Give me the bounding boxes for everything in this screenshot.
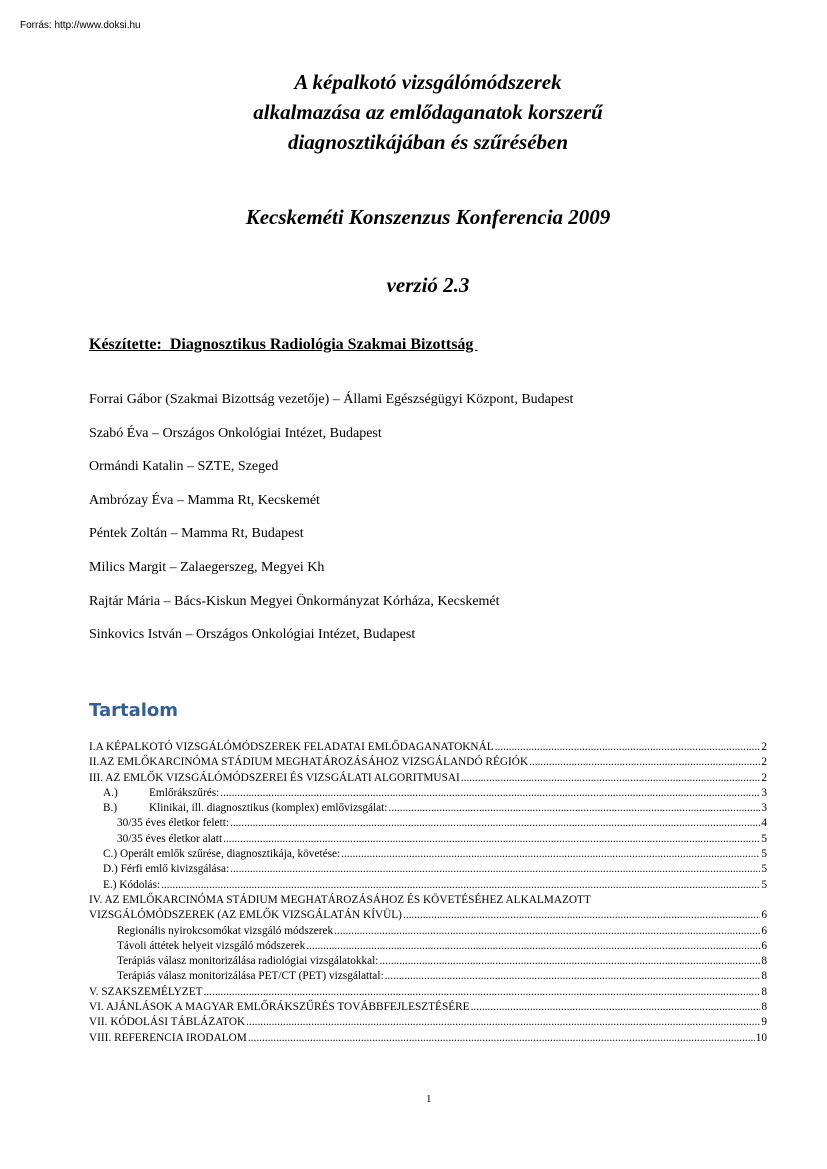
- toc-entry-text: Terápiás válasz monitorizálása PET/CT (PET) vizsgálattal:: [117, 970, 384, 983]
- toc-entry-page: 6: [761, 924, 767, 937]
- author-item: Ambrózay Éva – Mamma Rt, Kecskemét: [89, 492, 320, 508]
- author-item: Ormándi Katalin – SZTE, Szeged: [89, 459, 279, 475]
- toc-entry-page: 5: [761, 863, 767, 876]
- toc-entry-page: 8: [761, 955, 767, 968]
- version-label: verzió 2.3: [386, 273, 470, 297]
- authored-by: Készítette: Diagnosztikus Radiológia Szakmai Bizottság: [89, 336, 478, 353]
- toc-entry[interactable]: [89, 1000, 767, 1015]
- toc-entry[interactable]: [89, 771, 767, 786]
- toc-entry[interactable]: [89, 1031, 767, 1046]
- toc-entry-page: 2: [761, 741, 767, 753]
- toc-entry[interactable]: [89, 755, 767, 770]
- toc-entry-text: VI. AJÁNLÁSOK A MAGYAR EMLŐRÁKSZŰRÉS TOVÁBBFEJLESZTÉSÉRE: [89, 1001, 470, 1014]
- toc-entry-text-line1: IV. AZ EMLŐKARCINÓMA STÁDIUM MEGHATÁROZÁSÁHOZ ÉS KÖVETÉSÉHEZ ALKALMAZOTT: [89, 893, 591, 906]
- toc-entry-page: 3: [761, 802, 767, 815]
- toc-entry-text: E.) Kódolás:: [103, 878, 161, 891]
- toc-entry-page: 5: [761, 832, 767, 845]
- toc-entry-page: 3: [761, 786, 767, 799]
- toc-entry-text: V. SZAKSZEMÉLYZET: [89, 985, 203, 998]
- toc-entry-page: 6: [761, 939, 767, 952]
- toc-entry-text: C.) Operált emlők szűrése, diagnosztikája, követése:: [103, 848, 341, 861]
- toc-entry-page: 2: [761, 771, 767, 784]
- toc-entry-page: 5: [761, 878, 767, 891]
- toc-entry[interactable]: [89, 939, 767, 954]
- toc-entry[interactable]: [89, 878, 767, 893]
- document-title: [0, 67, 827, 157]
- toc-entry-text: II.AZ EMLŐKARCINÓMA STÁDIUM MEGHATÁROZÁSÁHOZ VIZSGÁLANDÓ RÉGIÓK: [89, 756, 529, 769]
- toc-entry-text: 30/35 éves életkor alatt: [117, 832, 223, 845]
- toc-entry-page: 5: [761, 848, 767, 861]
- toc-entry[interactable]: [89, 924, 767, 939]
- toc-entry-text: D.) Férfi emlő kivizsgálása:: [103, 863, 230, 876]
- conference-title: Kecskeméti Konszenzus Konferencia 2009: [245, 205, 611, 229]
- toc-entry[interactable]: [89, 1015, 767, 1030]
- toc-entry-text: VII. KÓDOLÁSI TÁBLÁZATOK: [89, 1016, 246, 1029]
- author-item: Forrai Gábor (Szakmai Bizottság vezetője) – Állami Egészségügyi Központ, Budapest: [89, 392, 574, 407]
- toc-entry[interactable]: [89, 816, 767, 831]
- author-item: Milics Margit – Zalaegerszeg, Megyei Kh: [89, 559, 325, 575]
- toc-entry-page: 8: [761, 1001, 767, 1014]
- author-item: Sinkovics István – Országos Onkológiai Intézet, Budapest: [89, 627, 416, 643]
- author-item: Rajtár Mária – Bács-Kiskun Megyei Önkormányzat Kórháza, Kecskemét: [89, 593, 500, 609]
- toc-entry-label: A.): [103, 786, 118, 799]
- toc-entry[interactable]: [89, 985, 767, 1000]
- toc-entry-page: 9: [761, 1016, 767, 1029]
- toc-entry-text: Távoli áttétek helyeit vizsgáló módszerek: [117, 939, 306, 952]
- toc-entry-text-line2: VIZSGÁLÓMÓDSZEREK (AZ EMLŐK VIZSGÁLATÁN KÍVÜL): [89, 909, 402, 922]
- toc-heading: Tartalom: [89, 700, 179, 721]
- toc-entry-page: 8: [761, 970, 767, 983]
- toc-entry-page: 8: [761, 985, 767, 998]
- toc-entry[interactable]: [89, 786, 767, 801]
- title-line: A képalkotó vizsgálómódszerek: [294, 70, 562, 94]
- toc-entry[interactable]: [89, 969, 767, 984]
- toc-entry[interactable]: [89, 893, 767, 924]
- source-note: Forrás: http://www.doksi.hu: [20, 20, 141, 31]
- toc-entry[interactable]: [89, 862, 767, 877]
- toc-entry-text: Klinikai, ill. diagnosztikus (komplex) emlővizsgálat:: [149, 802, 388, 815]
- toc-entry-text: III. AZ EMLŐK VIZSGÁLÓMÓDSZEREI ÉS VIZSGÁLATI ALGORITMUSAI: [89, 771, 460, 784]
- title-line: alkalmazása az emlődaganatok korszerű: [253, 100, 603, 124]
- title-line: diagnosztikájában és szűrésében: [287, 130, 569, 154]
- toc-entry-text: Regionális nyirokcsomókat vizsgáló módszerek: [117, 924, 334, 937]
- toc-entry[interactable]: [89, 801, 767, 816]
- table-of-contents: [89, 740, 767, 1046]
- toc-entry[interactable]: [89, 832, 767, 847]
- toc-entry-page: 4: [761, 817, 767, 830]
- toc-entry-page: 10: [755, 1031, 767, 1044]
- toc-entry[interactable]: [89, 847, 767, 862]
- author-item: Péntek Zoltán – Mamma Rt, Budapest: [89, 526, 304, 542]
- toc-entry-text: I.A KÉPALKOTÓ VIZSGÁLÓMÓDSZEREK FELADATAI EMLŐDAGANATOKNÁL: [89, 741, 494, 753]
- toc-entry-text: Emlőrákszűrés:: [149, 786, 220, 799]
- page-number: 1: [426, 1093, 432, 1105]
- toc-entry-text: Terápiás válasz monitorizálása radiológiai vizsgálatokkal:: [117, 955, 379, 968]
- toc-entry-text: 30/35 éves életkor felett:: [117, 817, 229, 830]
- author-item: Szabó Éva – Országos Onkológiai Intézet, Budapest: [89, 425, 382, 441]
- toc-entry-text: VIII. REFERENCIA IRODALOM: [89, 1031, 247, 1044]
- author-list: [89, 391, 573, 660]
- toc-entry-page: 2: [761, 756, 767, 769]
- toc-entry[interactable]: [89, 740, 767, 755]
- toc-entry[interactable]: [89, 954, 767, 969]
- toc-entry-label: B.): [103, 802, 118, 815]
- toc-entry-page: 6: [761, 909, 767, 922]
